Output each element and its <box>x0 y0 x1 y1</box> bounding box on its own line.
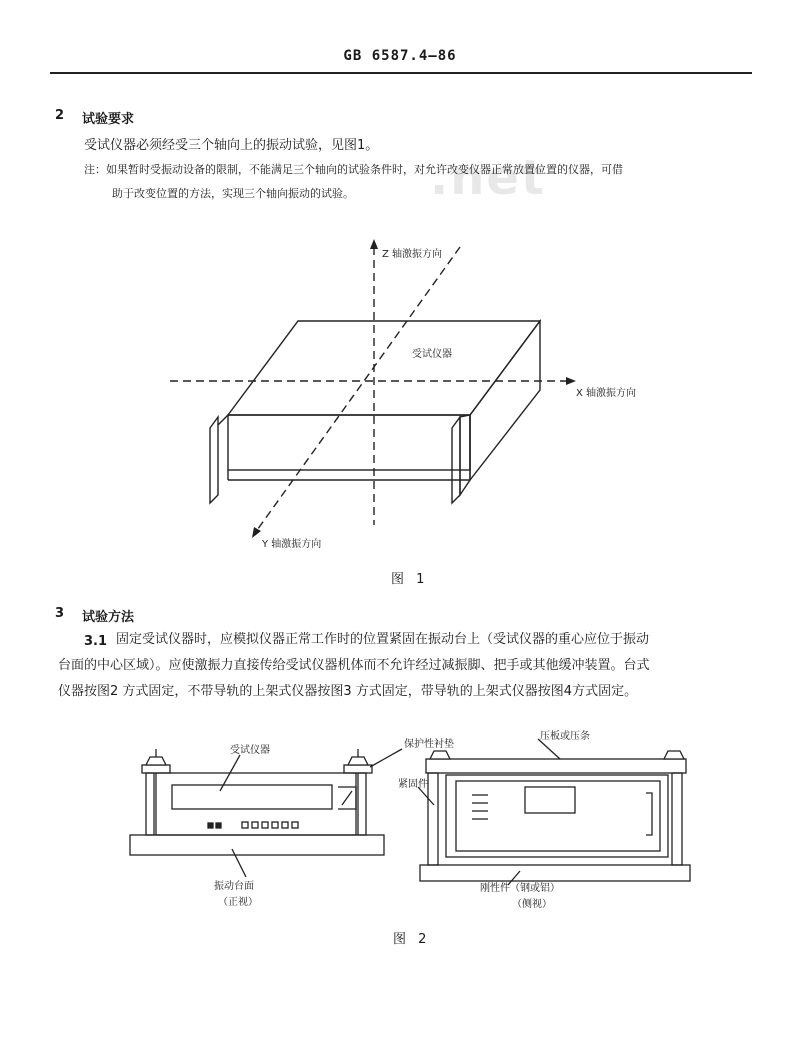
front-right-clamp <box>344 765 372 773</box>
clause-3-1-line2: 台面的中心区域）。应使激振力直接传给受试仪器机体而不允许经过减振脚、把手或其他缓冲装置。台式 <box>58 658 650 673</box>
box-front-face <box>228 415 470 470</box>
section-2-note-line1: 注：如果暂时受振动设备的限制，不能满足三个轴向的试验条件时，对允许改变仪器正常放置位置的仪器，可借 <box>84 163 623 176</box>
left-rack-ear <box>210 417 218 503</box>
side-vibration-table <box>420 865 690 881</box>
side-right-post <box>672 773 682 865</box>
device-label: 受试仪器 <box>230 745 270 756</box>
front-vibration-table <box>130 835 384 855</box>
section-2-note-line2: 助于改变位置的方法，实现三个轴向振动的试验。 <box>112 187 354 200</box>
front-left-clamp <box>142 765 170 773</box>
pad-label: 保护性衬垫 <box>404 739 454 750</box>
figure-2-diagram <box>0 725 800 915</box>
section-2-title: 试验要求 <box>82 112 135 127</box>
front-key-row <box>242 822 298 828</box>
side-vent-lines <box>472 795 488 819</box>
standard-code: GB 6587.4—86 <box>343 48 457 64</box>
side-left-post <box>428 773 438 865</box>
table-label: 振动台面 <box>214 881 254 892</box>
clause-3-1-line3: 仪器按图2 方式固定，不带导轨的上架式仪器按图3 方式固定，带导轨的上架式仪器按图4方式固定。 <box>58 684 638 699</box>
y-axis-label: Y 轴激振方向 <box>262 539 322 550</box>
box-top-face <box>228 321 540 415</box>
clause-3-1-number: 3.1 <box>84 634 108 649</box>
fastener-label: 紧固件 <box>398 779 428 790</box>
section-2-paragraph: 受试仪器必须经受三个轴向上的振动试验，见图1。 <box>84 138 379 153</box>
x-axis-label: X 轴激振方向 <box>576 388 637 399</box>
clause-3-1-line1: 固定受试仪器时，应模拟仪器正常工作时的位置紧固在振动台上（受试仪器的重心应位于振动 <box>116 632 650 647</box>
figure-2-caption: 图 2 <box>393 932 431 947</box>
front-display-window <box>172 785 332 809</box>
section-3-title: 试验方法 <box>82 610 135 625</box>
box-right-face <box>470 321 540 480</box>
figure-1-caption: 图 1 <box>391 572 429 587</box>
side-view-label: （侧视） <box>512 899 552 910</box>
front-left-post <box>146 773 154 835</box>
section-2-number: 2 <box>55 108 65 123</box>
front-view-label: （正视） <box>218 897 258 908</box>
device-label: 受试仪器 <box>412 349 452 360</box>
section-3-number: 3 <box>55 606 65 621</box>
rigid-part-label: 刚性件（钢或铝） <box>480 883 560 894</box>
watermark: .net <box>430 150 546 206</box>
front-right-post <box>358 773 366 835</box>
z-axis-label: Z 轴激振方向 <box>382 249 443 260</box>
side-display-window <box>525 787 575 813</box>
right-rack-ear <box>452 417 460 503</box>
side-pressure-beam <box>426 759 686 773</box>
y-axis-line <box>255 247 460 533</box>
beam-label: 压板或压条 <box>540 731 590 742</box>
header-rule <box>50 72 752 74</box>
figure-1-diagram <box>0 225 800 560</box>
